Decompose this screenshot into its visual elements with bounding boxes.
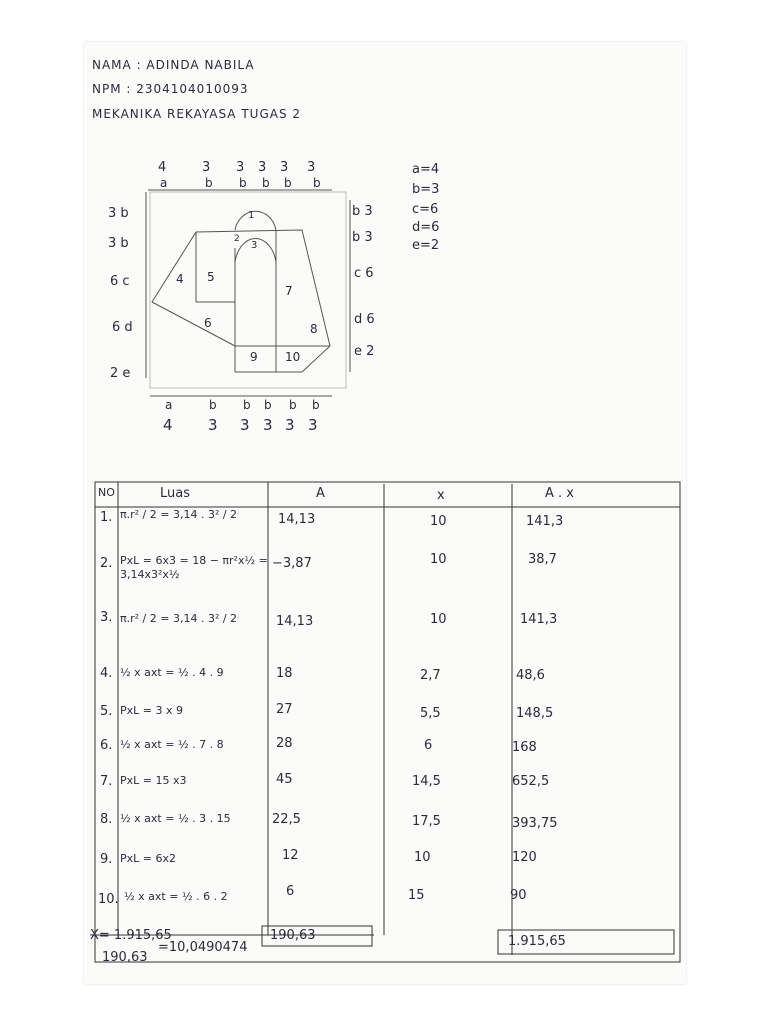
bottom-dim-3-var: b xyxy=(243,398,251,412)
row-8-a: 22,5 xyxy=(272,812,301,827)
row-4-luas: ½ x axt = ½ . 4 . 9 xyxy=(120,666,224,679)
header-x: x xyxy=(437,488,445,503)
row-6-x: 6 xyxy=(424,738,433,753)
row-5-no: 5. xyxy=(100,704,113,719)
row-4-ax: 48,6 xyxy=(516,668,545,683)
row-9-luas: PxL = 6x2 xyxy=(120,852,176,865)
row-2-x: 10 xyxy=(430,552,447,567)
bottom-dim-4-var: b xyxy=(264,398,272,412)
right-dim-2: b 3 xyxy=(352,230,373,245)
bottom-dim-2-var: b xyxy=(209,398,217,412)
left-dim-5: 2 e xyxy=(110,366,131,381)
top-dim-3-var: b xyxy=(239,176,247,190)
row-2-luas: PxL = 6x3 = 18 − πr²x½ = 3,14x3²x½ xyxy=(120,554,268,581)
row-9-no: 9. xyxy=(100,852,113,867)
top-dim-6-var: b xyxy=(313,176,321,190)
row-1-x: 10 xyxy=(430,514,447,529)
row-2-no: 2. xyxy=(100,556,113,571)
right-dim-5: e 2 xyxy=(354,344,375,359)
row-8-luas: ½ x axt = ½ . 3 . 15 xyxy=(120,812,231,825)
row-7-ax: 652,5 xyxy=(512,774,550,789)
row-9-a: 12 xyxy=(282,848,299,863)
row-3-ax: 141,3 xyxy=(520,612,558,627)
centroid-denominator: 190,63 xyxy=(102,950,148,965)
row-1-a: 14,13 xyxy=(278,512,316,527)
total-area: 190,63 xyxy=(270,928,316,943)
region-number-5: 5 xyxy=(207,270,215,284)
assignment-title: MEKANIKA REKAYASA TUGAS 2 xyxy=(92,107,302,121)
row-3-no: 3. xyxy=(100,610,113,625)
region-number-3: 3 xyxy=(251,240,258,251)
row-10-luas: ½ x axt = ½ . 6 . 2 xyxy=(124,890,228,903)
value-c: c=6 xyxy=(412,202,439,217)
value-e: e=2 xyxy=(412,238,440,253)
region-number-10: 10 xyxy=(285,350,301,364)
row-10-ax: 90 xyxy=(510,888,527,903)
header-luas: Luas xyxy=(160,486,190,501)
row-10-x: 15 xyxy=(408,888,425,903)
top-dim-1-num: 4 xyxy=(158,160,167,175)
row-1-ax: 141,3 xyxy=(526,514,564,529)
row-7-x: 14,5 xyxy=(412,774,441,789)
bottom-dim-6-num: 3 xyxy=(308,416,318,434)
row-8-no: 8. xyxy=(100,812,113,827)
bottom-dim-4-num: 3 xyxy=(263,416,273,434)
row-10-no: 10. xyxy=(98,892,119,907)
row-3-a: 14,13 xyxy=(276,614,314,629)
top-dim-4-var: b xyxy=(262,176,270,190)
row-3-luas: π.r² / 2 = 3,14 . 3² / 2 xyxy=(120,612,238,625)
header-a: A xyxy=(316,486,325,501)
row-8-x: 17,5 xyxy=(412,814,441,829)
top-dim-6-num: 3 xyxy=(307,160,316,175)
row-2-a: −3,87 xyxy=(272,556,312,571)
top-dim-1-var: a xyxy=(160,176,168,190)
bottom-dim-2-num: 3 xyxy=(208,416,218,434)
bottom-dim-1-var: a xyxy=(165,398,173,412)
bottom-dim-6-var: b xyxy=(312,398,320,412)
row-5-x: 5,5 xyxy=(420,706,441,721)
region-number-8: 8 xyxy=(310,322,318,336)
right-dim-1: b 3 xyxy=(352,204,373,219)
row-1-luas: π.r² / 2 = 3,14 . 3² / 2 xyxy=(120,508,238,521)
row-7-no: 7. xyxy=(100,774,113,789)
left-dim-1: 3 b xyxy=(108,206,129,221)
row-5-ax: 148,5 xyxy=(516,706,554,721)
row-5-a: 27 xyxy=(276,702,293,717)
region-number-1: 1 xyxy=(248,210,255,221)
student-name: NAMA : ADINDA NABILA xyxy=(92,58,255,72)
row-9-ax: 120 xyxy=(512,850,537,865)
region-number-9: 9 xyxy=(250,350,258,364)
value-d: d=6 xyxy=(412,220,440,235)
total-moment: 1.915,65 xyxy=(508,934,566,949)
row-4-a: 18 xyxy=(276,666,293,681)
row-10-a: 6 xyxy=(286,884,295,899)
region-number-2: 2 xyxy=(234,234,240,244)
row-9-x: 10 xyxy=(414,850,431,865)
row-4-x: 2,7 xyxy=(420,668,441,683)
top-dim-5-var: b xyxy=(284,176,292,190)
right-dim-3: c 6 xyxy=(354,266,374,281)
bottom-dim-5-num: 3 xyxy=(285,416,295,434)
row-8-ax: 393,75 xyxy=(512,816,558,831)
top-dim-2-num: 3 xyxy=(202,160,211,175)
header-ax: A . x xyxy=(545,486,574,501)
left-dim-2: 3 b xyxy=(108,236,129,251)
centroid-numerator: X= 1.915,65 xyxy=(90,928,172,943)
row-1-no: 1. xyxy=(100,510,113,525)
row-6-no: 6. xyxy=(100,738,113,753)
row-7-luas: PxL = 15 x3 xyxy=(120,774,187,787)
row-5-luas: PxL = 3 x 9 xyxy=(120,704,183,717)
top-dim-2-var: b xyxy=(205,176,213,190)
region-number-4: 4 xyxy=(176,272,184,286)
row-6-a: 28 xyxy=(276,736,293,751)
left-dim-4: 6 d xyxy=(112,320,133,335)
row-3-x: 10 xyxy=(430,612,447,627)
row-4-no: 4. xyxy=(100,666,113,681)
centroid-result: =10,0490474 xyxy=(158,940,248,955)
student-npm: NPM : 2304104010093 xyxy=(92,82,249,96)
value-a: a=4 xyxy=(412,162,440,177)
value-b: b=3 xyxy=(412,182,440,197)
bottom-dim-5-var: b xyxy=(289,398,297,412)
right-dim-4: d 6 xyxy=(354,312,375,327)
region-number-7: 7 xyxy=(285,284,293,298)
bottom-dim-3-num: 3 xyxy=(240,416,250,434)
top-dim-3-num: 3 xyxy=(236,160,245,175)
top-dim-4-num: 3 xyxy=(258,160,267,175)
region-number-6: 6 xyxy=(204,316,212,330)
row-6-luas: ½ x axt = ½ . 7 . 8 xyxy=(120,738,224,751)
header-no: NO xyxy=(98,486,115,499)
top-dim-5-num: 3 xyxy=(280,160,289,175)
left-dim-3: 6 c xyxy=(110,274,130,289)
row-2-ax: 38,7 xyxy=(528,552,557,567)
row-7-a: 45 xyxy=(276,772,293,787)
bottom-dim-1-num: 4 xyxy=(163,416,173,434)
row-6-ax: 168 xyxy=(512,740,537,755)
